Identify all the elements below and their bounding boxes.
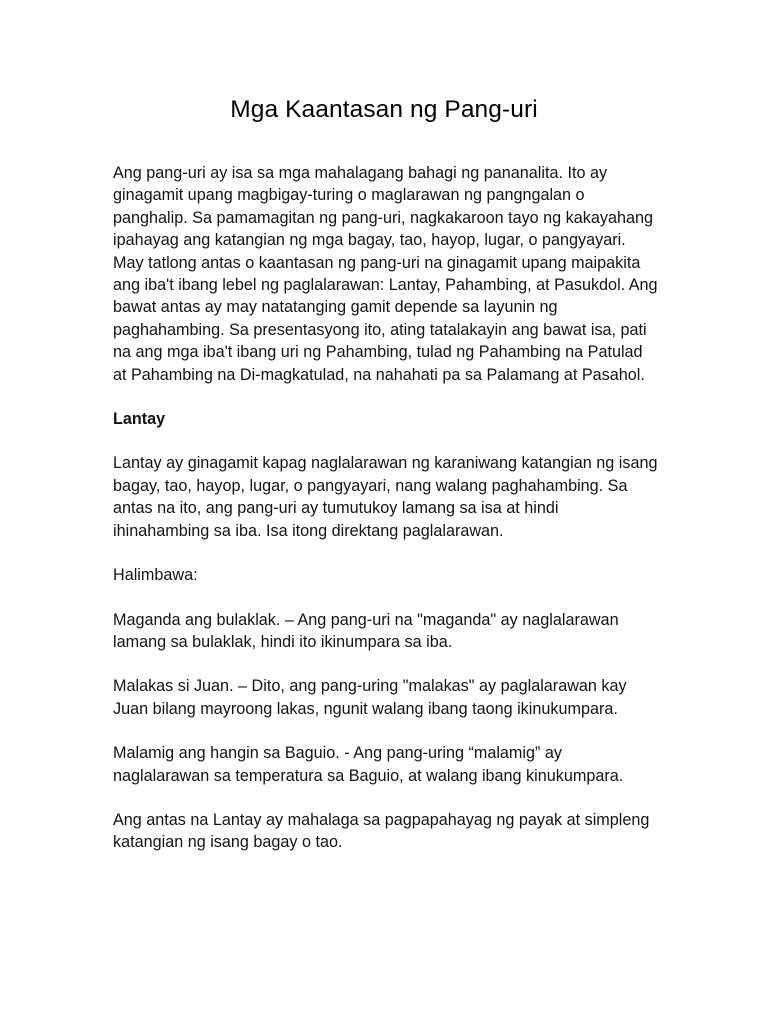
document-body	[113, 162, 658, 876]
conclusion-paragraph: Ang antas na Lantay ay mahalaga sa pagpapahayag ng payak at simpleng katangian ng isang bagay o tao.	[113, 810, 650, 852]
lantay-definition-paragraph: Lantay ay ginagamit kapag naglalarawan ng karaniwang katangian ng isang bagay, tao, hayop, lugar, o pangyayari, nang walang paghahambing. Sa antas na ito, ang pang-uri ay tumutukoy lamang sa isa at hindi ihinahambing sa iba. Isa itong direktang paglalarawan.	[113, 454, 658, 540]
section-heading-lantay: Lantay	[113, 410, 166, 429]
document-title: Mga Kaantasan ng Pang-uri	[230, 96, 538, 123]
example-paragraph-2: Malakas si Juan. – Dito, ang pang-uring "malakas" ay paglalarawan kay Juan bilang mayroong lakas, ngunit walang ibang taong ikinukumpara.	[113, 677, 627, 718]
examples-label: Halimbawa:	[113, 566, 198, 585]
example-paragraph-1: Maganda ang bulaklak. – Ang pang-uri na "maganda" ay naglalarawan lamang sa bulaklak, hindi ito ikinumpara sa iba.	[113, 610, 619, 651]
intro-paragraph: Ang pang-uri ay isa sa mga mahalagang bahagi ng pananalita. Ito ay ginagamit upang magbigay-turing o maglarawan ng pangngalan o panghalip. Sa pamamagitan ng pang-uri, nagkakaroon tayo ng kakayahang ipahayag ang katangian ng mga bagay, tao, hayop, lugar, o pangyayari. May tatlong antas o kaantasan ng pang-uri na ginagamit upang maipakita ang iba't ibang lebel ng paglalarawan: Lantay, Pahambing, at Pasukdol. Ang bawat antas ay may natatanging gamit depende sa layunin ng paghahambing. Sa presentasyong ito, ating tatalakayin ang bawat isa, pati na ang mga iba't ibang uri ng Pahambing, tulad ng Pahambing na Patulad at Pahambing na Di-magkatulad, na nahahati pa sa Palamang at Pasahol.	[113, 164, 658, 384]
example-paragraph-3: Malamig ang hangin sa Baguio. - Ang pang-uring “malamig” ay naglalarawan sa temperatura sa Baguio, at walang ibang kinukumpara.	[113, 744, 624, 785]
